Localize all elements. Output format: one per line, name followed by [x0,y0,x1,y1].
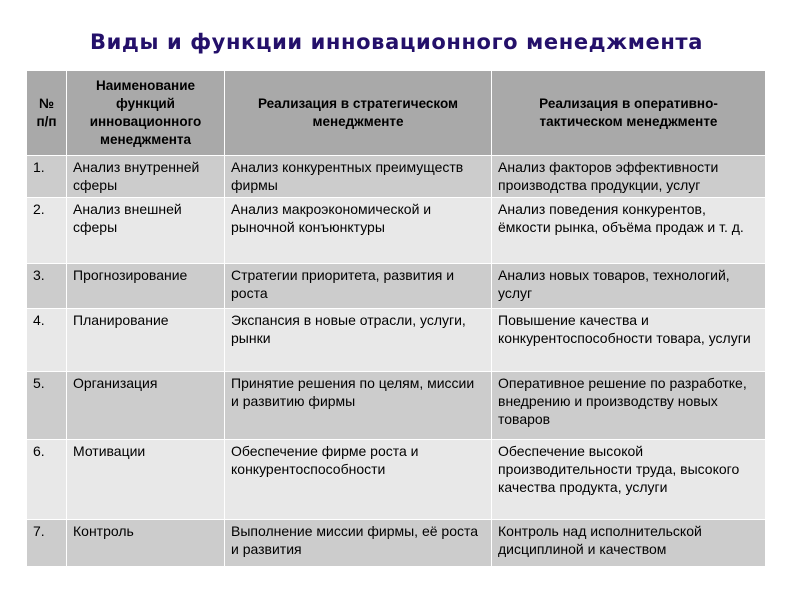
cell-function: Контроль [67,520,225,567]
table-row [27,309,766,372]
cell-strategic: Принятие решения по целям, миссии и развитию фирмы [225,372,492,440]
cell-number: 1. [27,156,67,198]
cell-operational: Контроль над исполнительской дисциплиной и качеством [492,520,766,567]
cell-strategic: Экспансия в новые отрасли, услуги, рынки [225,309,492,372]
table-row [27,264,766,309]
cell-operational: Обеспечение высокой производительности труда, высокого качества продукта, услуги [492,440,766,520]
table-row [27,198,766,264]
cell-function: Организация [67,372,225,440]
cell-operational: Оперативное решение по разработке, внедрению и производству новых товаров [492,372,766,440]
header-strategic: Реализация в стратегическом менеджменте [225,71,492,156]
cell-number: 2. [27,198,67,264]
cell-function: Анализ внешней сферы [67,198,225,264]
table-row [27,372,766,440]
cell-function: Мотивации [67,440,225,520]
cell-operational: Повышение качества и конкурентоспособности товара, услуги [492,309,766,372]
cell-operational: Анализ поведения конкурентов, ёмкости рынка, объёма продаж и т. д. [492,198,766,264]
cell-number: 4. [27,309,67,372]
cell-operational: Анализ новых товаров, технологий, услуг [492,264,766,309]
header-number: № п/п [27,71,67,156]
cell-number: 6. [27,440,67,520]
cell-operational: Анализ факторов эффективности производства продукции, услуг [492,156,766,198]
table-row [27,520,766,567]
cell-number: 5. [27,372,67,440]
cell-strategic: Обеспечение фирме роста и конкурентоспособности [225,440,492,520]
cell-function: Планирование [67,309,225,372]
cell-number: 3. [27,264,67,309]
page-title: Виды и функции инновационного менеджмента [90,30,703,54]
table-row [27,440,766,520]
header-function-name: Наименование функций инновационного менеджмента [67,71,225,156]
header-operational: Реализация в оперативно-тактическом менеджменте [492,71,766,156]
cell-number: 7. [27,520,67,567]
cell-strategic: Анализ макроэкономической и рыночной конъюнктуры [225,198,492,264]
cell-strategic: Стратегии приоритета, развития и роста [225,264,492,309]
cell-function: Прогнозирование [67,264,225,309]
cell-function: Анализ внутренней сферы [67,156,225,198]
table-row [27,156,766,198]
table-header-row [27,71,766,156]
functions-table [26,70,766,567]
cell-strategic: Выполнение миссии фирмы, её роста и развития [225,520,492,567]
cell-strategic: Анализ конкурентных преимуществ фирмы [225,156,492,198]
